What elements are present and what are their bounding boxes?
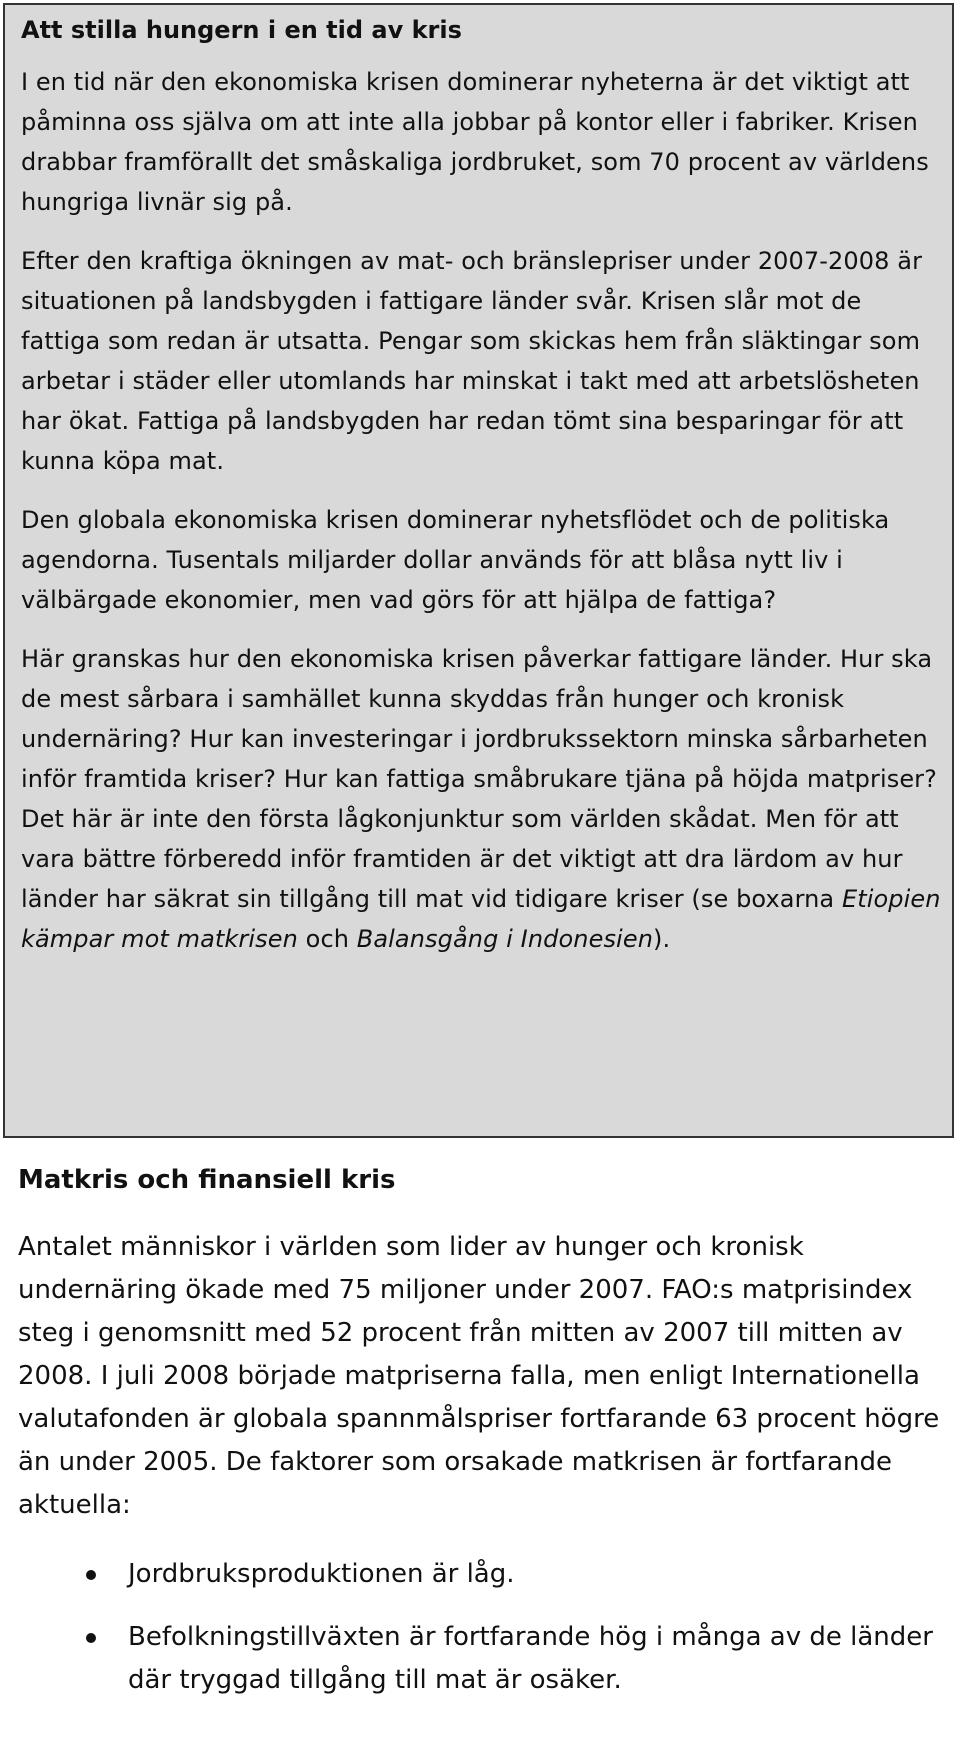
main-section (18, 1160, 943, 1722)
bullet-icon (86, 1570, 96, 1580)
box-reference-etiopien: Etiopien kämpar mot matkrisen (21, 885, 941, 953)
info-box (3, 3, 954, 1138)
box-paragraph-3: Den globala ekonomiska krisen dominerar nyhetsflödet och de politiska agendorna. Tusentals miljarder dollar används för att blåsa nytt liv i välbärgade ekonomier, men vad görs för att hjälpa de fattiga? (21, 506, 890, 614)
box-paragraph-4 (21, 639, 942, 959)
box-paragraph-4-end: ). (653, 925, 671, 953)
section-paragraph: Antalet människor i världen som lider av hunger och kronisk undernäring ökade med 75 miljoner under 2007. FAO:s matprisindex steg i genomsnitt med 52 procent från mitten av 2007 till mitten av 2008. I juli 2008 började matpriserna falla, men enligt Internationella valutafonden är globala spannmålspriser fortfarande 63 procent högre än under 2005. De faktorer som orsakade matkrisen är fortfarande aktuella: (18, 1232, 940, 1520)
box-paragraph-4-and: och (297, 925, 357, 953)
list-item (18, 1616, 943, 1702)
box-reference-indonesien: Balansgång i Indonesien (356, 925, 654, 953)
list-item-text: Befolkningstillväxten är fortfarande hög i många av de länder där tryggad tillgång till mat är osäker. (128, 1622, 933, 1695)
box-paragraph-4-text: Här granskas hur den ekonomiska krisen påverkar fattigare länder. Hur ska de mest sårbara i samhället kunna skyddas från hunger och kronisk undernäring? Hur kan investeringar i jordbrukssektorn minska sårbarheten inför framtida kriser? Hur kan fattiga småbrukare tjäna på höjda matpriser? Det här är inte den första lågkonjunktur som världen skådat. Men för att vara bättre förberedd inför framtiden är det viktigt att dra lärdom av hur länder har säkrat sin tillgång till mat vid tidigare kriser (se boxarna (21, 645, 937, 913)
section-title: Matkris och finansiell kris (18, 1165, 396, 1195)
box-paragraph-1: I en tid när den ekonomiska krisen dominerar nyheterna är det viktigt att påminna oss själva om att inte alla jobbar på kontor eller i fabriker. Krisen drabbar framförallt det småskaliga jordbruket, som 70 procent av världens hungriga livnär sig på. (21, 68, 929, 216)
bullet-icon (86, 1633, 96, 1643)
list-item (18, 1553, 943, 1596)
bullet-list (18, 1553, 943, 1702)
list-item-text: Jordbruksproduktionen är låg. (128, 1559, 515, 1589)
box-title: Att stilla hungern i en tid av kris (21, 16, 462, 44)
box-paragraph-2: Efter den kraftiga ökningen av mat- och bränslepriser under 2007-2008 är situationen på landsbygden i fattigare länder svår. Krisen slår mot de fattiga som redan är utsatta. Pengar som skickas hem från släktingar som arbetar i städer eller utomlands har minskat i takt med att arbetslösheten har ökat. Fattiga på landsbygden har redan tömt sina besparingar för att kunna köpa mat. (21, 247, 923, 475)
